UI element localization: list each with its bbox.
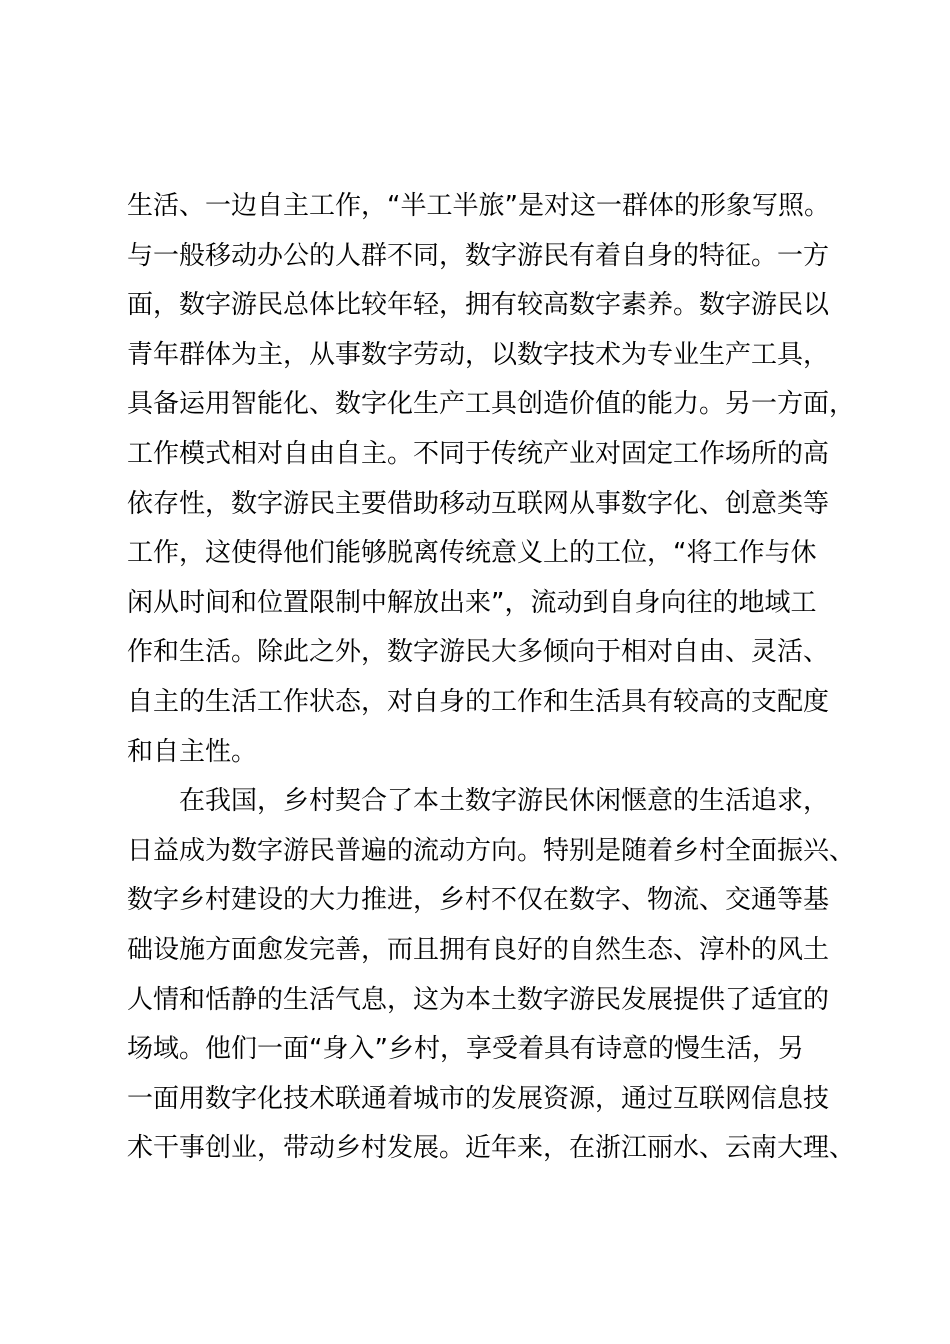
text-line: 数字乡村建设的大力推进，乡村不仅在数字、物流、交通等基 bbox=[127, 885, 830, 916]
text-line: 日益成为数字游民普遍的流动方向。特别是随着乡村全面振兴、 bbox=[127, 835, 856, 866]
body-text bbox=[127, 182, 856, 1174]
text-line: 术干事创业，带动乡村发展。近年来，在浙江丽水、云南大理、 bbox=[127, 1133, 856, 1164]
text-line: 生活、一边自主工作，“半工半旅”是对这一群体的形象写照。 bbox=[127, 191, 830, 221]
text-line: 工作，这使得他们能够脱离传统意义上的工位，“将工作与休 bbox=[127, 538, 817, 569]
paragraph bbox=[127, 182, 856, 777]
text-line: 础设施方面愈发完善，而且拥有良好的自然生态、淳朴的风土 bbox=[127, 934, 830, 965]
text-line: 青年群体为主，从事数字劳动，以数字技术为专业生产工具， bbox=[127, 339, 830, 370]
text-line: 在我国，乡村契合了本土数字游民休闲惬意的生活追求， bbox=[179, 786, 830, 817]
text-line: 一面用数字化技术联通着城市的发展资源，通过互联网信息技 bbox=[127, 1083, 830, 1114]
text-line: 依存性，数字游民主要借助移动互联网从事数字化、创意类等 bbox=[127, 488, 830, 519]
text-line: 与一般移动办公的人群不同，数字游民有着自身的特征。一方 bbox=[127, 240, 830, 271]
text-line: 和自主性。 bbox=[127, 736, 258, 767]
text-line: 场域。他们一面“身入”乡村，享受着具有诗意的慢生活，另 bbox=[127, 1034, 804, 1065]
text-line: 闲从时间和位置限制中解放出来”，流动到自身向往的地域工 bbox=[127, 587, 817, 618]
text-line: 具备运用智能化、数字化生产工具创造价值的能力。另一方面， bbox=[127, 389, 856, 420]
text-line: 作和生活。除此之外，数字游民大多倾向于相对自由、灵活、 bbox=[127, 637, 830, 668]
text-line: 工作模式相对自由自主。不同于传统产业对固定工作场所的高 bbox=[127, 438, 830, 469]
text-line: 面，数字游民总体比较年轻，拥有较高数字素养。数字游民以 bbox=[127, 290, 830, 321]
text-line: 人情和恬静的生活气息，这为本土数字游民发展提供了适宜的 bbox=[127, 984, 830, 1015]
text-line: 自主的生活工作状态，对自身的工作和生活具有较高的支配度 bbox=[127, 686, 830, 717]
paragraph bbox=[127, 777, 856, 1174]
